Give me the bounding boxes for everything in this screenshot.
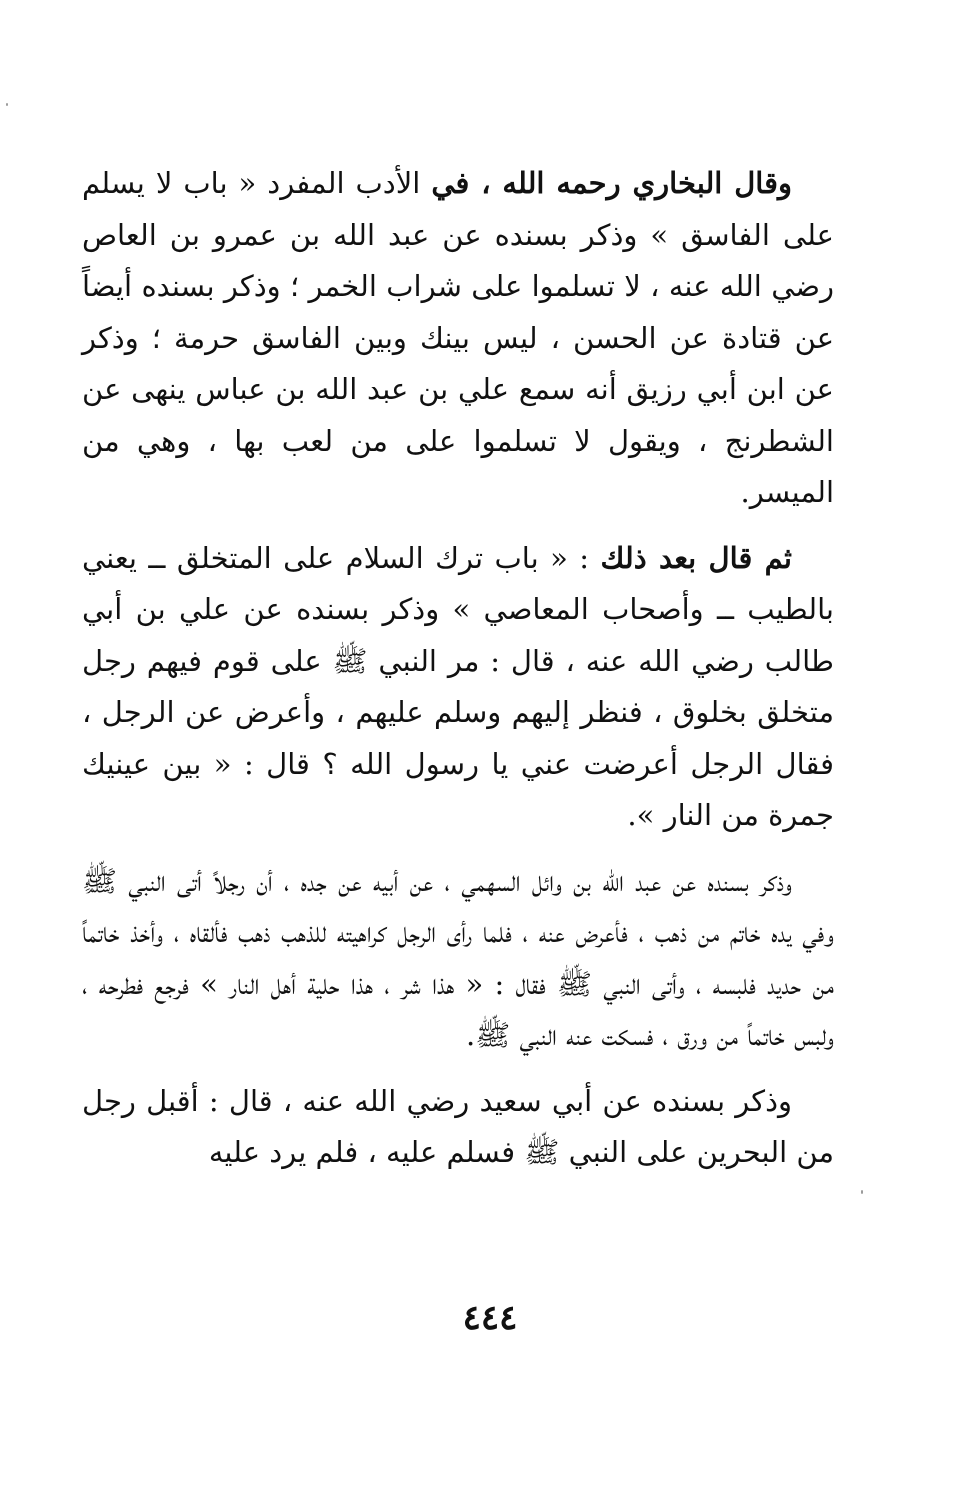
scan-speck [6, 103, 8, 106]
scan-speck [861, 1190, 863, 1194]
paragraph-text: : « باب ترك السلام على المتخلق ــ يعني بالطيب ــ وأصحاب المعاصي » وذكر بسنده عن علي بن أبي طالب رضي الله عنه ، قال : مر النبي ﷺ على قوم فيهم رجل متخلق بخلوق ، فنظر إليهم وسلم عليهم ، وأعرض عن الرجل ، فقال الرجل أعرضت عني يا رسول الله ؟ قال : « بين عينيك جمرة من النار ». [82, 540, 834, 832]
paragraph-text: الأدب المفرد « باب لا يسلم على الفاسق » وذكر بسنده عن عبد الله بن عمرو بن العاص رضي الله عنه ، لا تسلموا على شراب الخمر ؛ وذكر بسنده أيضاً عن قتادة عن الحسن ، ليس بينك وبين الفاسق حرمة ؛ وذكر عن ابن أبي رزيق أنه سمع علي بن عبد الله بن عباس ينهى عن الشطرنج ، ويقول لا تسلموا على من لعب بها ، وهي من الميسر. [82, 166, 834, 509]
bold-lead: وقال البخاري رحمه الله ، في [431, 166, 792, 200]
page-number: ٤٤٤ [462, 1298, 518, 1338]
paragraph-text: وذكر بسنده عن أبي سعيد رضي الله عنه ، قال : أقبل رجل من البحرين على النبي ﷺ فسلم عليه ، فلم يرد عليه [82, 1083, 834, 1169]
paragraph-2 [82, 533, 834, 842]
paragraph-1 [82, 158, 834, 519]
main-text [82, 158, 834, 1193]
paragraph-3 [82, 856, 834, 1062]
bold-lead: ثم قال بعد ذلك [600, 540, 792, 575]
paragraph-4 [82, 1076, 834, 1179]
paragraph-text: وذكر بسنده عن عبد الله بن وائل السهمي ، عن أبيه عن جده ، أن رجلاً أتى النبي ﷺ وفي يده خاتم من ذهب ، فأعرض عنه ، فلما رأى الرجل كراهيته للذهب ذهب فألقاه ، وأخذ خاتماً من حديد فلبسه ، وأتى النبي ﷺ فقال : « هذا شر ، هذا حلية أهل النار » فرجع فطرحه ، ولبس خاتماً من ورق ، فسكت عنه النبي ﷺ. [82, 863, 834, 1052]
